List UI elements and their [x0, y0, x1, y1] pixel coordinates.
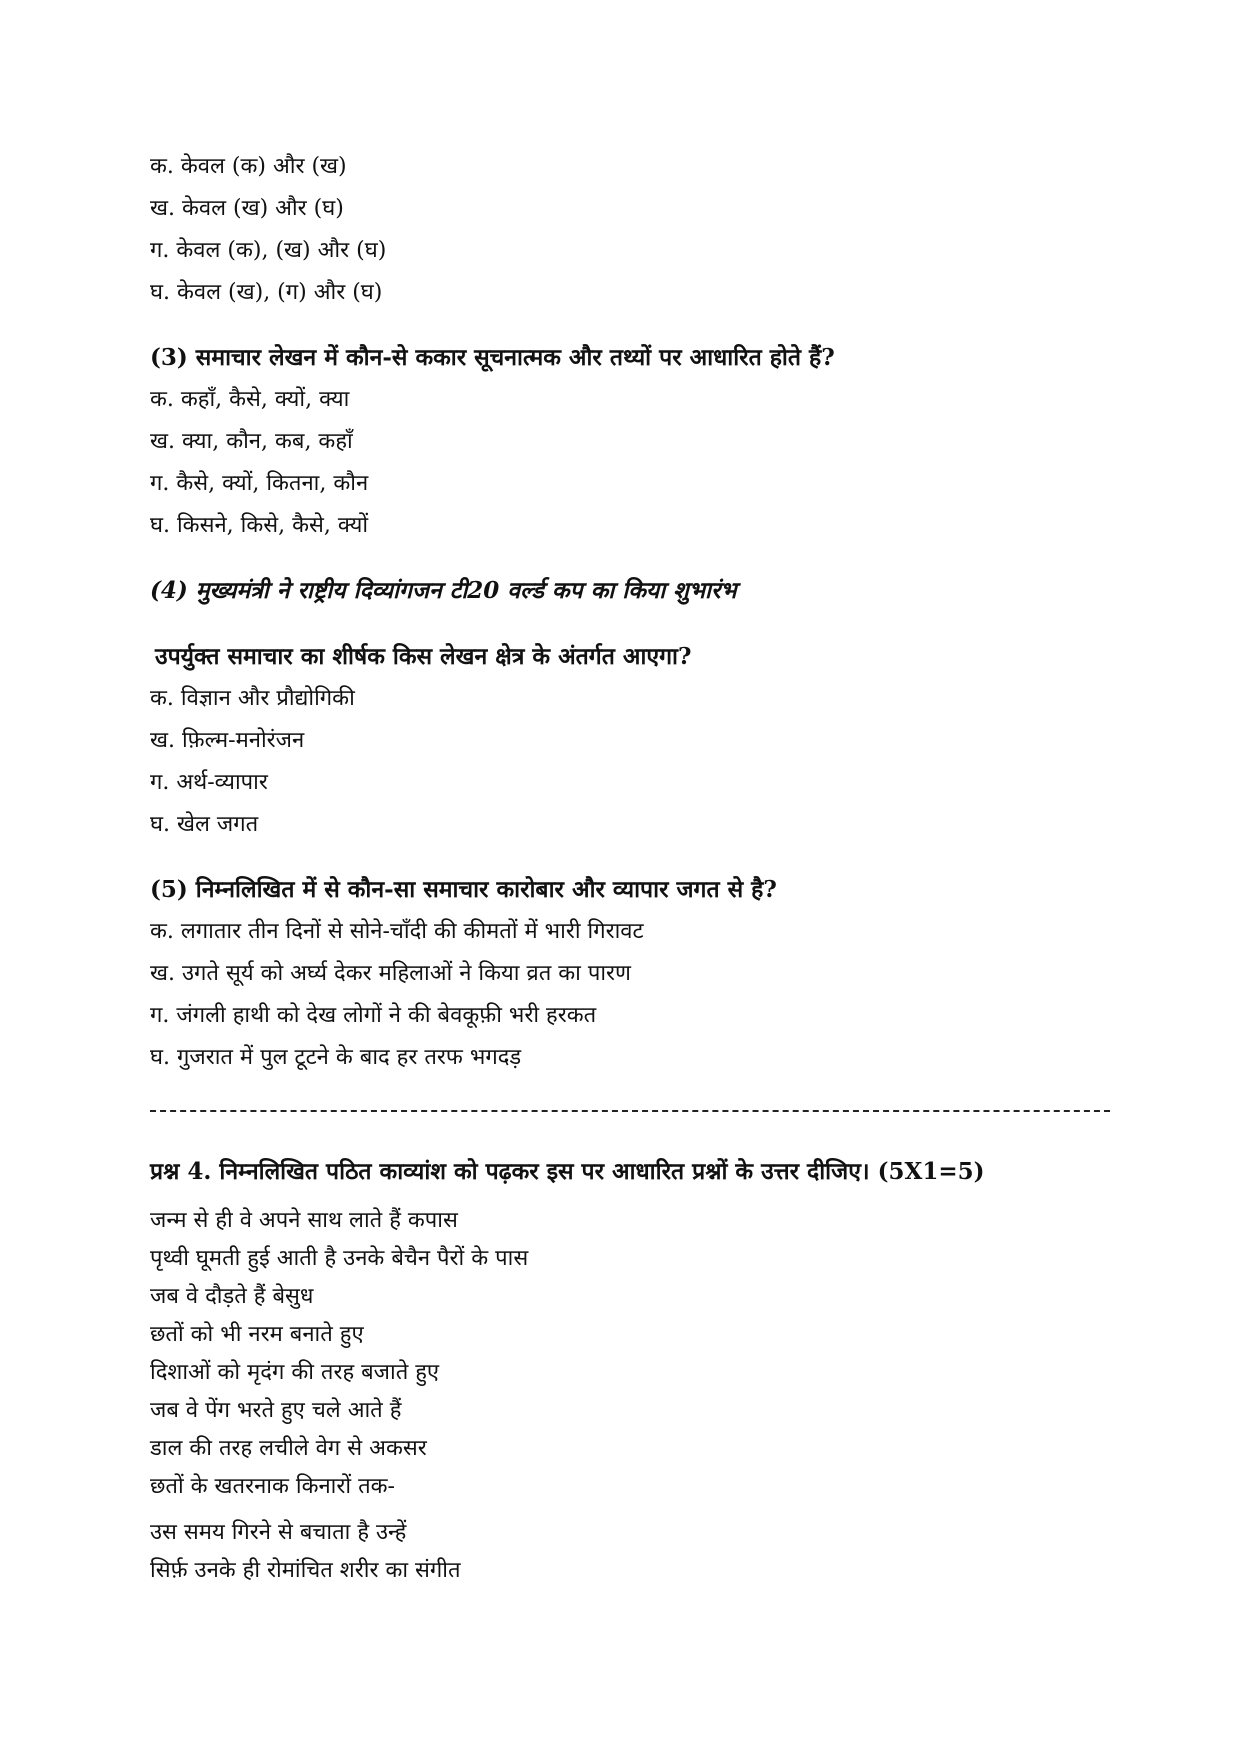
option-ga: ग. केवल (क), (ख) और (घ) [150, 238, 387, 263]
q5-option-ga: ग. जंगली हाथी को देख लोगों ने की बेवकूफ़ी भरी हरकत [150, 1003, 597, 1028]
poem-line-9: उस समय गिरने से बचाता है उन्हें [150, 1520, 407, 1545]
section-divider [150, 1110, 1110, 1112]
section-4-heading: प्रश्न 4. निम्नलिखित पठित काव्यांश को पढ़कर इस पर आधारित प्रश्नों के उत्तर दीजिए। (5X1=5) [150, 1158, 985, 1185]
option-kha: ख. केवल (ख) और (घ) [150, 196, 344, 221]
q3-option-ga: ग. कैसे, क्यों, कितना, कौन [150, 471, 369, 496]
poem-line-3: जब वे दौड़ते हैं बेसुध [150, 1284, 314, 1309]
poem-line-6: जब वे पेंग भरते हुए चले आते हैं [150, 1398, 402, 1423]
q3-option-ka: क. कहाँ, कैसे, क्यों, क्या [150, 387, 350, 412]
poem-line-7: डाल की तरह लचीले वेग से अकसर [150, 1436, 427, 1461]
question-4-headline: (4) मुख्यमंत्री ने राष्ट्रीय दिव्यांगजन टी20 वर्ल्ड कप का किया शुभारंभ [150, 577, 737, 604]
poem-line-8: छतों के खतरनाक किनारों तक- [150, 1474, 395, 1499]
poem-line-10: सिर्फ़ उनके ही रोमांचित शरीर का संगीत [150, 1558, 461, 1583]
poem-line-4: छतों को भी नरम बनाते हुए [150, 1322, 364, 1347]
option-ka: क. केवल (क) और (ख) [150, 154, 347, 179]
q5-option-ka: क. लगातार तीन दिनों से सोने-चाँदी की कीमतों में भारी गिरावट [150, 919, 644, 944]
question-4: उपर्युक्त समाचार का शीर्षक किस लेखन क्षेत्र के अंतर्गत आएगा? [155, 643, 692, 670]
q5-option-gha: घ. गुजरात में पुल टूटने के बाद हर तरफ भगदड़ [150, 1045, 522, 1070]
poem-line-2: पृथ्वी घूमती हुई आती है उनके बेचैन पैरों के पास [150, 1246, 529, 1271]
q3-option-kha: ख. क्या, कौन, कब, कहाँ [150, 429, 353, 454]
q4-option-ga: ग. अर्थ-व्यापार [150, 770, 268, 795]
q4-option-ka: क. विज्ञान और प्रौद्योगिकी [150, 686, 355, 711]
poem-line-5: दिशाओं को मृदंग की तरह बजाते हुए [150, 1360, 440, 1385]
q3-option-gha: घ. किसने, किसे, कैसे, क्यों [150, 513, 369, 538]
q5-option-kha: ख. उगते सूर्य को अर्घ्य देकर महिलाओं ने किया व्रत का पारण [150, 961, 631, 986]
question-3: (3) समाचार लेखन में कौन-से ककार सूचनात्मक और तथ्यों पर आधारित होते हैं? [150, 344, 835, 371]
poem-line-1: जन्म से ही वे अपने साथ लाते हैं कपास [150, 1208, 458, 1233]
q4-option-kha: ख. फ़िल्म-मनोरंजन [150, 728, 305, 753]
question-5: (5) निम्नलिखित में से कौन-सा समाचार कारोबार और व्यापार जगत से है? [150, 876, 777, 903]
option-gha: घ. केवल (ख), (ग) और (घ) [150, 280, 383, 305]
q4-option-gha: घ. खेल जगत [150, 812, 259, 837]
